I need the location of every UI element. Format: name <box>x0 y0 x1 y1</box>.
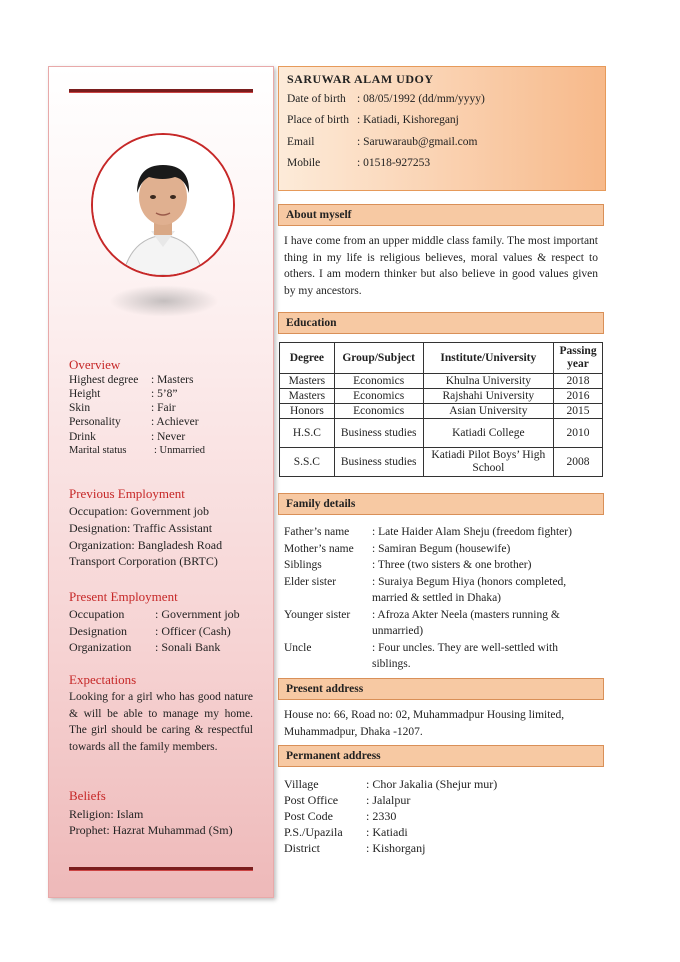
photo-shadow <box>109 285 219 317</box>
header-row-dob: Date of birth : 08/05/1992 (dd/mm/yyyy) <box>287 93 485 105</box>
present-employment-row: Organization : Sonali Bank <box>69 640 221 654</box>
table-cell: Economics <box>334 374 423 389</box>
permanent-address-row: Post Office : Jalalpur <box>284 793 411 807</box>
table-row <box>280 419 603 448</box>
expectations-title: Expectations <box>69 672 137 687</box>
present-address-section-header: Present address <box>278 678 604 700</box>
table-row <box>280 389 603 404</box>
table-cell: Asian University <box>423 404 554 419</box>
table-row <box>280 448 603 477</box>
table-cell: Rajshahi University <box>423 389 554 404</box>
beliefs-title: Beliefs <box>69 788 106 803</box>
education-col-year: Passing year <box>554 343 603 374</box>
present-employment-row: Occupation : Government job <box>69 607 240 621</box>
overview-title: Overview <box>69 357 121 372</box>
header-row-mobile: Mobile : 01518-927253 <box>287 157 431 169</box>
previous-employment-title: Previous Employment <box>69 486 185 501</box>
sidebar <box>48 66 274 898</box>
present-address-text: House no: 66, Road no: 02, Muhammadpur Housing limited, Muhammadpur, Dhaka -1207. <box>284 709 565 738</box>
sidebar-top-rule <box>69 89 253 93</box>
header-row-place: Place of birth : Katiadi, Kishoreganj <box>287 114 459 126</box>
table-cell: 2010 <box>554 419 603 448</box>
table-cell: Economics <box>334 404 423 419</box>
previous-employment-line: Designation: Traffic Assistant <box>69 521 213 535</box>
table-cell: Business studies <box>334 448 423 477</box>
table-row <box>280 404 603 419</box>
permanent-address-section-header: Permanent address <box>278 745 604 767</box>
family-section-header: Family details <box>278 493 604 515</box>
table-cell: Masters <box>280 374 335 389</box>
table-cell: 2018 <box>554 374 603 389</box>
present-employment-row: Designation : Officer (Cash) <box>69 624 231 638</box>
table-row <box>280 374 603 389</box>
overview-row: Drink : Never <box>69 431 186 443</box>
profile-photo <box>91 133 235 277</box>
previous-employment-line: Transport Corporation (BRTC) <box>69 554 218 568</box>
table-cell: Economics <box>334 389 423 404</box>
education-col-degree: Degree <box>280 343 335 374</box>
overview-row: Highest degree : Masters <box>69 374 194 386</box>
present-employment-title: Present Employment <box>69 589 178 604</box>
permanent-address-row: P.S./Upazila : Katiadi <box>284 825 408 839</box>
education-header-row <box>280 343 603 374</box>
table-cell: 2015 <box>554 404 603 419</box>
previous-employment-line: Organization: Bangladesh Road <box>69 538 223 552</box>
table-cell: Business studies <box>334 419 423 448</box>
sidebar-bottom-rule <box>69 867 253 871</box>
beliefs-line: Prophet: Hazrat Muhammad (Sm) <box>69 823 233 837</box>
education-section-header: Education <box>278 312 604 334</box>
header-row-email: Email : Saruwaraub@gmail.com <box>287 136 478 148</box>
education-table <box>279 342 603 477</box>
overview-row: Marital status : Unmarried <box>69 445 206 456</box>
personal-info-header <box>278 66 606 191</box>
about-section-header: About myself <box>278 204 604 226</box>
previous-employment-line: Occupation: Government job <box>69 504 209 518</box>
permanent-address-row: District : Kishorganj <box>284 841 426 855</box>
table-cell: H.S.C <box>280 419 335 448</box>
table-cell: 2016 <box>554 389 603 404</box>
table-cell: Katiadi Pilot Boys’ High School <box>423 448 554 477</box>
education-col-subject: Group/Subject <box>334 343 423 374</box>
table-cell: Khulna University <box>423 374 554 389</box>
overview-row: Skin : Fair <box>69 402 176 414</box>
table-cell: Katiadi College <box>423 419 554 448</box>
expectations-text: Looking for a girl who has good nature & will be able to manage my home. The girl should be caring & respectful towards all the family members. <box>69 691 253 753</box>
permanent-address-row: Village : Chor Jakalia (Shejur mur) <box>284 777 498 791</box>
table-cell: Masters <box>280 389 335 404</box>
profile-portrait <box>93 135 233 275</box>
permanent-address-row: Post Code : 2330 <box>284 809 397 823</box>
table-cell: 2008 <box>554 448 603 477</box>
overview-row: Height : 5’8” <box>69 388 178 400</box>
beliefs-line: Religion: Islam <box>69 807 144 821</box>
about-text: I have come from an upper middle class family. The most important thing in my life is religious believes, moral values & respect to others. I am modern thinker but also believe in good values given by my ancestors. <box>284 235 598 297</box>
overview-row: Personality : Achiever <box>69 416 199 428</box>
table-cell: S.S.C <box>280 448 335 477</box>
education-col-institute: Institute/University <box>423 343 554 374</box>
candidate-name: SARUWAR ALAM UDOY <box>287 72 434 86</box>
table-cell: Honors <box>280 404 335 419</box>
